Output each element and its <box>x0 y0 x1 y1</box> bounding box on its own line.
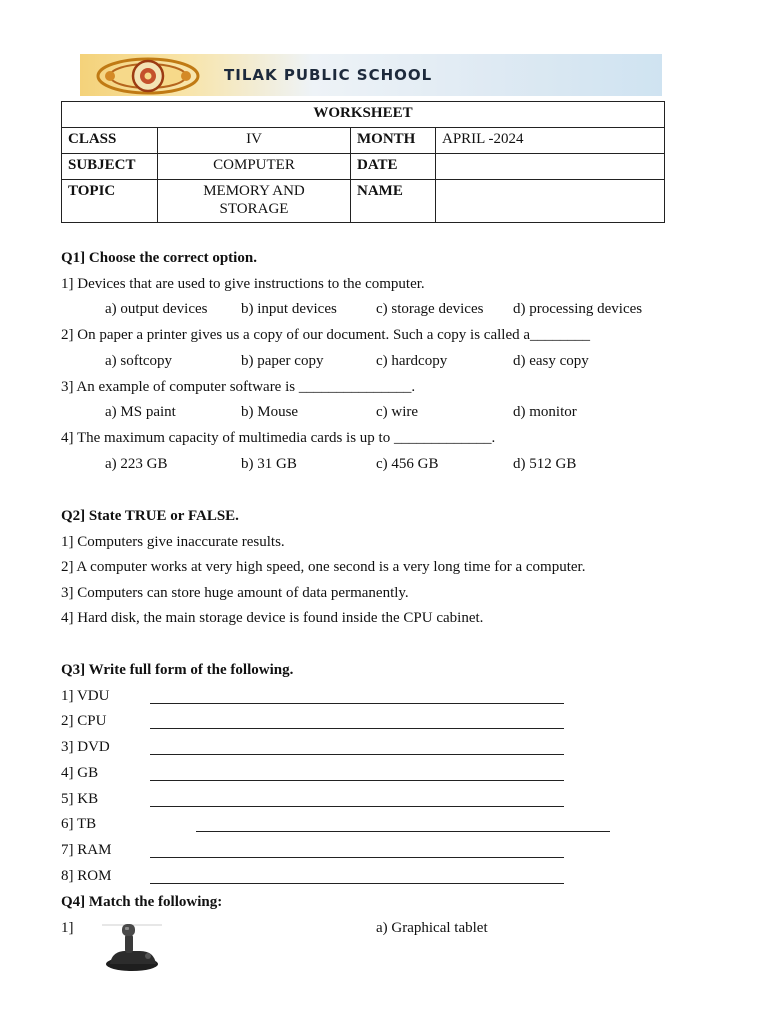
q1-heading: Q1] Choose the correct option. <box>61 250 257 266</box>
q1-2-option-a[interactable]: a) softcopy <box>105 353 173 369</box>
q1-2-option-b[interactable]: b) paper copy <box>241 353 324 369</box>
q1-1-option-a[interactable]: a) output devices <box>105 301 208 317</box>
q1-4-option-d[interactable]: d) 512 GB <box>513 456 577 472</box>
q4-item-1-number: 1] <box>61 920 74 936</box>
name-field[interactable] <box>436 180 665 223</box>
topic-value-line2: STORAGE <box>219 201 289 217</box>
q3-answer-line-tb[interactable] <box>196 831 610 832</box>
q3-term-rom: 8] ROM <box>61 868 112 884</box>
subject-value: COMPUTER <box>158 154 351 180</box>
q3-answer-line-ram[interactable] <box>150 857 564 858</box>
month-value: APRIL -2024 <box>436 128 665 154</box>
q3-answer-line-kb[interactable] <box>150 806 564 807</box>
worksheet-title: WORKSHEET <box>62 102 665 128</box>
q2-heading: Q2] State TRUE or FALSE. <box>61 508 239 524</box>
date-label: DATE <box>351 154 436 180</box>
q3-heading: Q3] Write full form of the following. <box>61 662 294 678</box>
q1-3-option-a[interactable]: a) MS paint <box>105 404 176 420</box>
q1-question-2: 2] On paper a printer gives us a copy of our document. Such a copy is called a________ <box>61 327 591 343</box>
q2-statement-3: 3] Computers can store huge amount of data permanently. <box>61 585 409 601</box>
q1-4-option-a[interactable]: a) 223 GB <box>105 456 168 472</box>
q1-question-1: 1] Devices that are used to give instructions to the computer. <box>61 276 425 292</box>
school-name: TILAK PUBLIC SCHOOL <box>224 66 433 84</box>
q3-term-kb: 5] KB <box>61 791 99 807</box>
worksheet-info-table <box>61 101 665 223</box>
q1-2-option-c[interactable]: c) hardcopy <box>376 353 448 369</box>
q2-statement-4: 4] Hard disk, the main storage device is found inside the CPU cabinet. <box>61 610 484 626</box>
school-logo <box>96 55 200 97</box>
q1-question-3: 3] An example of computer software is _______________. <box>61 379 416 395</box>
q3-answer-line-rom[interactable] <box>150 883 564 884</box>
q1-1-option-c[interactable]: c) storage devices <box>376 301 484 317</box>
q1-question-4: 4] The maximum capacity of multimedia cards is up to _____________. <box>61 430 496 446</box>
class-value: IV <box>158 128 351 154</box>
topic-value-line1: MEMORY AND <box>203 183 305 199</box>
q1-4-option-b[interactable]: b) 31 GB <box>241 456 297 472</box>
q3-term-tb: 6] TB <box>61 816 97 832</box>
q1-3-option-b[interactable]: b) Mouse <box>241 404 299 420</box>
q3-term-cpu: 2] CPU <box>61 713 107 729</box>
q3-term-vdu: 1] VDU <box>61 688 110 704</box>
q3-term-dvd: 3] DVD <box>61 739 110 755</box>
topic-label: TOPIC <box>62 180 158 223</box>
q3-term-ram: 7] RAM <box>61 842 112 858</box>
q3-answer-line-dvd[interactable] <box>150 754 564 755</box>
joystick-image <box>98 920 164 974</box>
q3-answer-line-vdu[interactable] <box>150 703 564 704</box>
q1-3-option-d[interactable]: d) monitor <box>513 404 577 420</box>
q3-answer-line-gb[interactable] <box>150 780 564 781</box>
subject-label: SUBJECT <box>62 154 158 180</box>
class-label: CLASS <box>62 128 158 154</box>
q1-1-option-d[interactable]: d) processing devices <box>513 301 643 317</box>
q1-3-option-c[interactable]: c) wire <box>376 404 419 420</box>
date-field[interactable] <box>436 154 665 180</box>
q2-statement-2: 2] A computer works at very high speed, one second is a very long time for a computer. <box>61 559 586 575</box>
q1-1-option-b[interactable]: b) input devices <box>241 301 337 317</box>
q1-4-option-c[interactable]: c) 456 GB <box>376 456 439 472</box>
q2-statement-1: 1] Computers give inaccurate results. <box>61 534 285 550</box>
q3-answer-line-cpu[interactable] <box>150 728 564 729</box>
q1-2-option-d[interactable]: d) easy copy <box>513 353 589 369</box>
q4-heading: Q4] Match the following: <box>61 894 223 910</box>
q4-match-option-a: a) Graphical tablet <box>376 920 488 936</box>
name-label: NAME <box>351 180 436 223</box>
topic-value <box>158 180 351 223</box>
q3-term-gb: 4] GB <box>61 765 99 781</box>
month-label: MONTH <box>351 128 436 154</box>
